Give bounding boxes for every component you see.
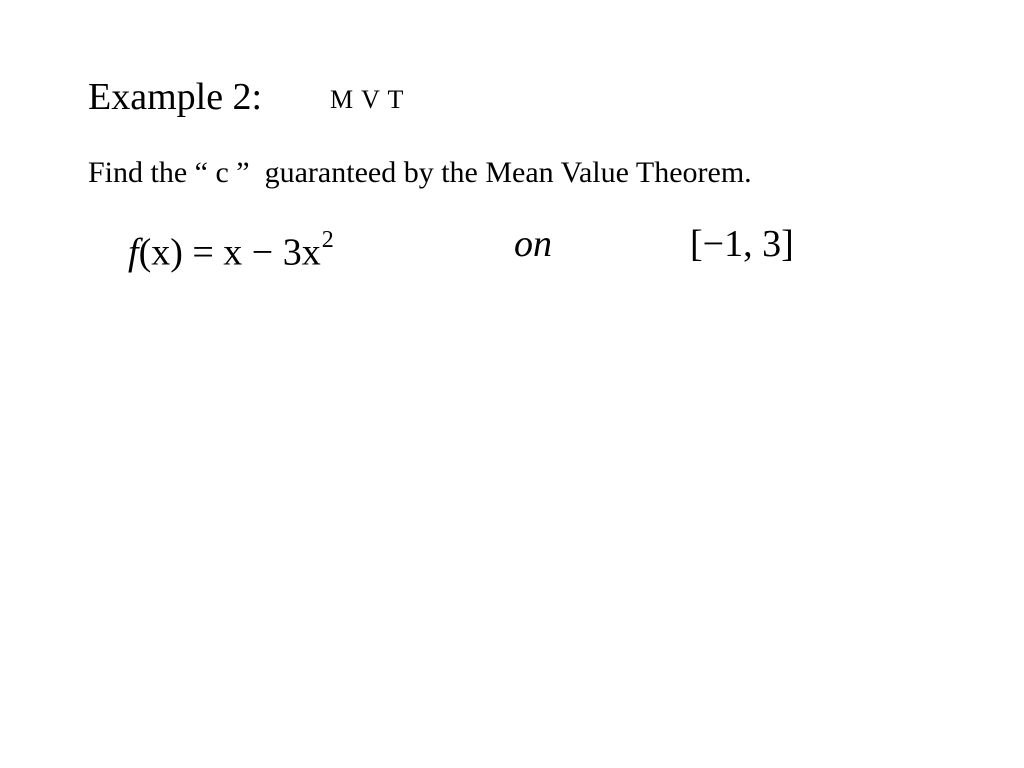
function-body: (x) = x − 3x — [138, 231, 321, 274]
function-name: f — [128, 231, 139, 274]
slide-title: Example 2: — [88, 76, 263, 118]
function-expression — [128, 220, 334, 277]
problem-prompt: Find the “ c ” guaranteed by the Mean Value Theorem. — [88, 156, 752, 189]
slide-subtitle: M V T — [330, 85, 405, 114]
on-word: on — [514, 223, 552, 265]
function-exponent: 2 — [321, 227, 334, 253]
interval: [−1, 3] — [690, 223, 794, 265]
